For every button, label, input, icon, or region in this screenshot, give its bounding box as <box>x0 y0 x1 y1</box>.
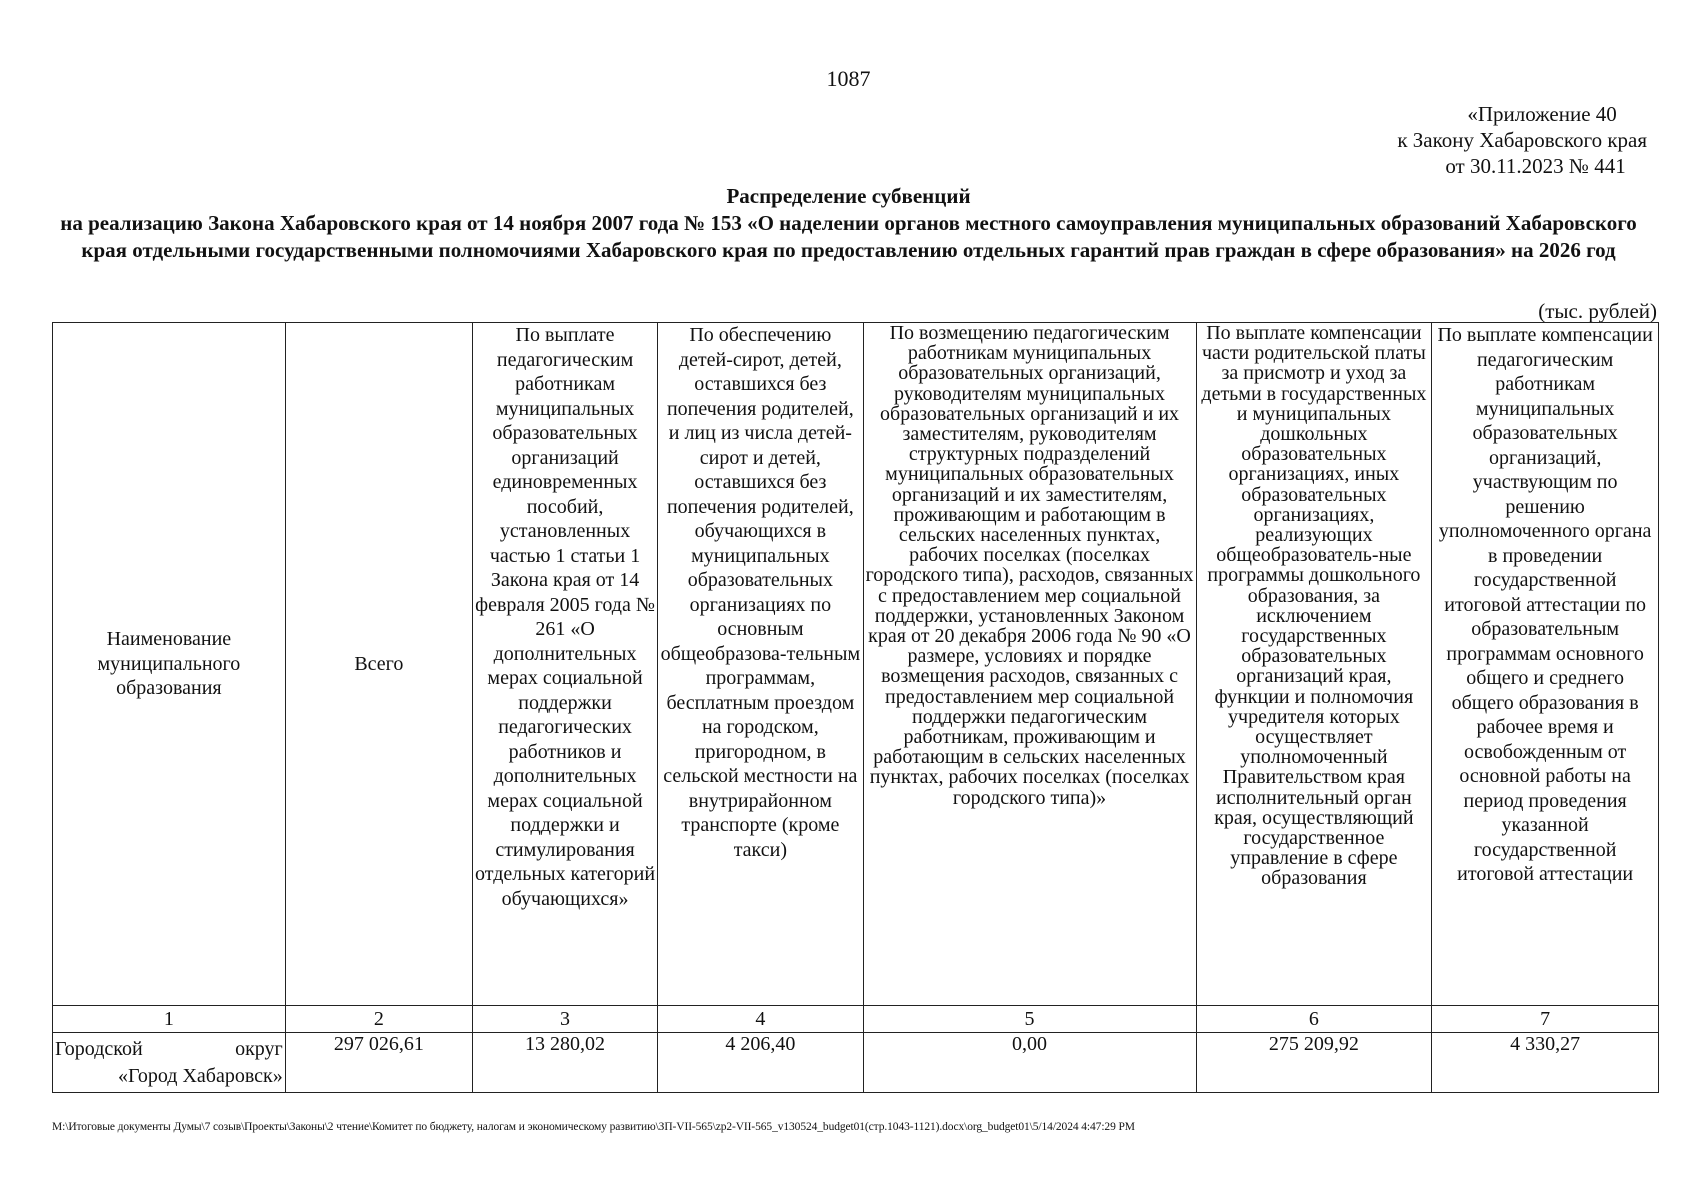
value-col-4: 4 206,40 <box>658 1033 863 1093</box>
header-col-5: По возмещению педагогическим работникам муниципальных образовательных организаций, руководителям муниципальных образовательных организаций и их заместителям, руководителям структурных подразделений муниципальных образовательных организаций и их заместителям, проживающим и работающим в сельских населенных пунктах, рабочих поселках (поселках городского типа), расходов, связанных с предоставлением мер социальной поддержки, установленных Законом края от 20 декабря 2006 года № 90 «О размере, условиях и порядке возмещения расходов, связанных с предоставлением мер социальной поддержки педагогическим работникам, проживающим и работающим в сельских населенных пунктах, рабочих поселках (поселках городского типа)» <box>863 323 1196 1006</box>
column-number: 6 <box>1196 1006 1432 1033</box>
appendix-line-1: «Приложение 40 <box>1467 102 1617 126</box>
header-total: Всего <box>285 323 472 1006</box>
title-line-2: на реализацию Закона Хабаровского края от 14 ноября 2007 года № 153 «О наделении органов местного самоуправления муниципальных образований Хабаровского края отдельными государственными полномочиями Хабаровского края по предоставлению отдельных гарантий прав граждан в сфере образования» на 2026 год <box>60 211 1637 262</box>
value-col-7: 4 330,27 <box>1432 1033 1659 1093</box>
value-total: 297 026,61 <box>285 1033 472 1093</box>
column-number: 4 <box>658 1006 863 1033</box>
municipality-name-part-1: Городской <box>55 1038 143 1060</box>
column-number-row <box>53 1006 1659 1033</box>
table-header-row <box>53 323 1659 1006</box>
column-number: 7 <box>1432 1006 1659 1033</box>
appendix-reference <box>1397 101 1647 179</box>
header-col-7: По выплате компенсации педагогическим работникам муниципальных образовательных организаций, участвующим по решению уполномоченного органа в проведении государственной итоговой аттестации по образовательным программам основного общего и среднего общего образования в рабочее время и освобожденным от основной работы на период проведения указанной государственной итоговой аттестации <box>1432 323 1659 1006</box>
value-col-5: 0,00 <box>863 1033 1196 1093</box>
municipality-name-line-2: «Город Хабаровск» <box>118 1065 283 1087</box>
units-label: (тыс. рублей) <box>1538 299 1657 323</box>
header-col-4: По обеспечению детей-сирот, детей, оставшихся без попечения родителей, и лиц из числа детей-сирот и детей, оставшихся без попечения родителей, обучающихся в муниципальных образовательных организациях по основным общеобразова-тельным программам, бесплатным проездом на городском, пригородном, в сельской местности на внутрирайонном транспорте (кроме такси) <box>658 323 863 1006</box>
page-number: 1087 <box>826 66 871 91</box>
subventions-table <box>52 322 1659 1093</box>
header-municipality: Наименование муниципального образования <box>53 323 286 1006</box>
column-number: 1 <box>53 1006 286 1033</box>
title-line-1: Распределение субвенций <box>726 184 971 208</box>
file-path-footer: M:\Итоговые документы Думы\7 созыв\Проекты\Законы\2 чтение\Комитет по бюджету, налогам и экономическому развитию\ЗП-VII-565\zp2-VII-565_v130524_budget01(стр.1043-1121).docx\org_budget01\5/14/2024 4:47:29 PM <box>52 1121 1135 1133</box>
appendix-line-2: к Закону Хабаровского края <box>1397 128 1647 152</box>
value-col-3: 13 280,02 <box>472 1033 657 1093</box>
appendix-line-3: от 30.11.2023 № 441 <box>1445 154 1626 178</box>
value-col-6: 275 209,92 <box>1196 1033 1432 1093</box>
table-row <box>53 1033 1659 1093</box>
document-title <box>60 183 1637 264</box>
column-number: 2 <box>285 1006 472 1033</box>
header-col-6: По выплате компенсации части родительской платы за присмотр и уход за детьми в государственных и муниципальных дошкольных образовательных организациях, иных образовательных организациях, реализующих общеобразователь-ные программы дошкольного образования, за исключением государственных образовательных организаций края, функции и полномочия учредителя которых осуществляет уполномоченный Правительством края исполнительный орган края, осуществляющий государственное управление в сфере образования <box>1196 323 1432 1006</box>
municipality-name-part-2: округ <box>235 1038 283 1060</box>
header-col-3: По выплате педагогическим работникам муниципальных образовательных организаций единовременных пособий, установленных частью 1 статьи 1 Закона края от 14 февраля 2005 года № 261 «О дополнительных мерах социальной поддержки педагогических работников и дополнительных мерах социальной поддержки и стимулирования отдельных категорий обучающихся» <box>472 323 657 1006</box>
column-number: 3 <box>472 1006 657 1033</box>
column-number: 5 <box>863 1006 1196 1033</box>
municipality-name <box>53 1033 286 1093</box>
